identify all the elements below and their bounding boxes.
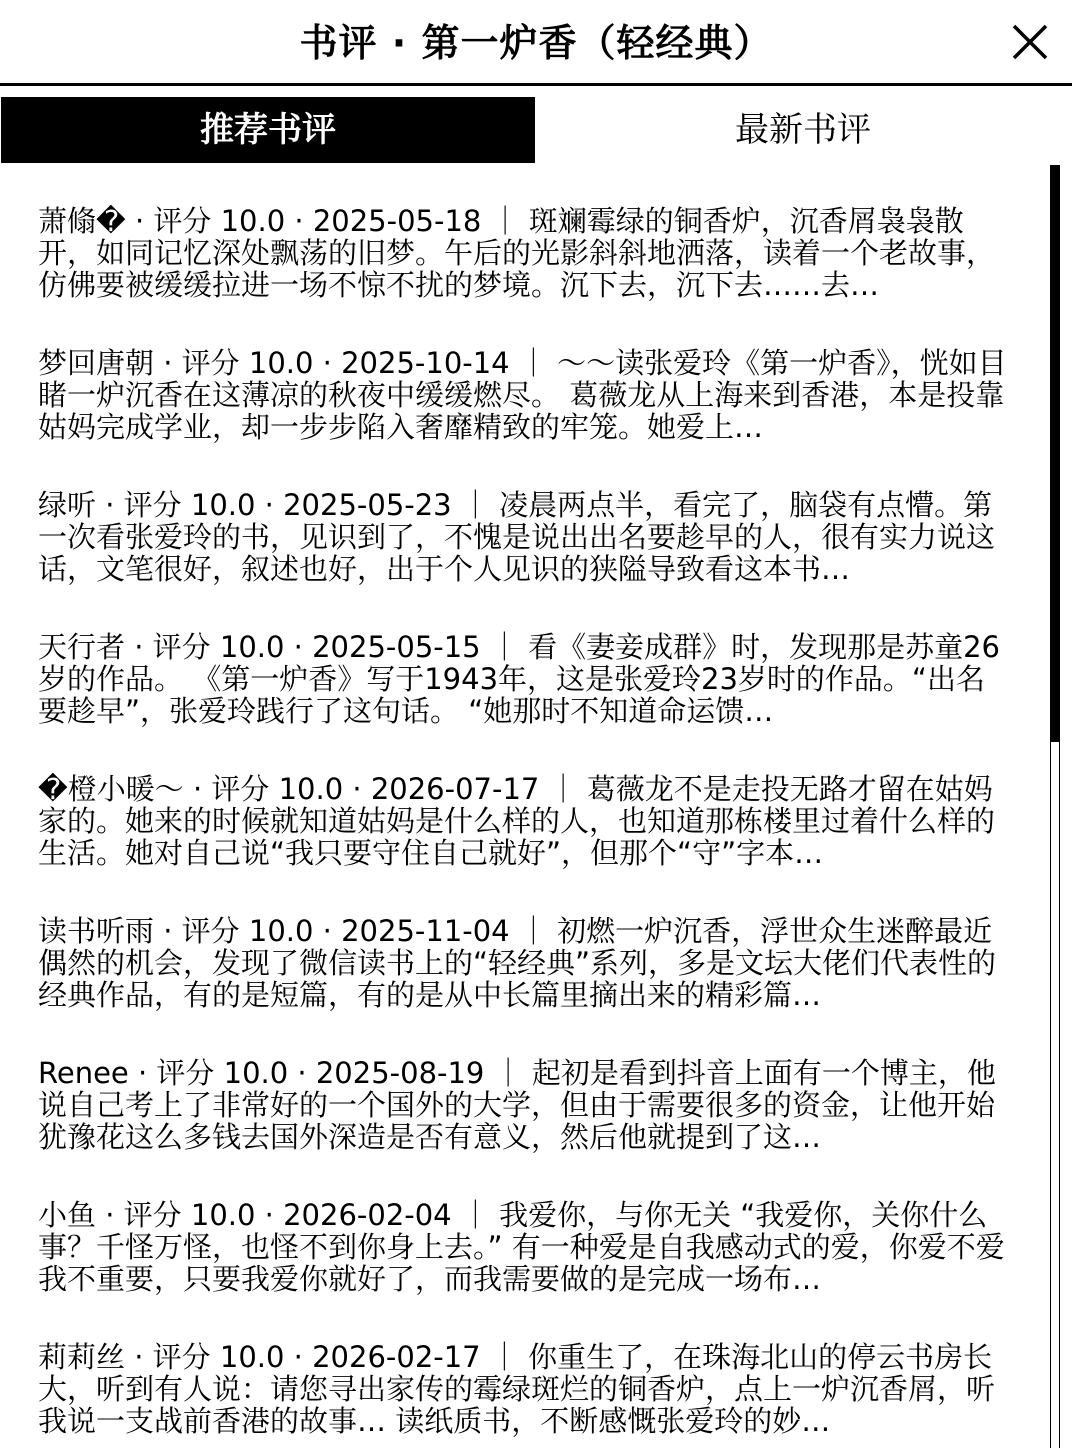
review-item[interactable]: 天行者 · 评分 10.0 · 2025-05-15 ｜ 看《妻妾成群》时，发现那是苏童26岁的作品。 《第一炉香》写于1943年，这是张爱玲23岁时的作品。“出名要趁早”，张爱玲践行了这句话。 “她那时不知道命运馈… [38, 631, 1000, 727]
review-list [0, 165, 1050, 1448]
review-tabs [0, 97, 1072, 165]
close-button[interactable] [1010, 22, 1050, 62]
review-item[interactable]: 读书听雨 · 评分 10.0 · 2025-11-04 ｜ 初燃一炉沉香，浮世众生迷醉最近偶然的机会，发现了微信读书上的“轻经典”系列，多是文坛大佬们代表性的经典作品，有的是短篇，有的是从中长篇里摘出来的精彩篇… [38, 915, 997, 1011]
close-icon [1010, 22, 1050, 62]
review-item[interactable]: �橙小暖～ · 评分 10.0 · 2026-07-17 ｜ 葛薇龙不是走投无路才留在姑妈家的。她来的时候就知道姑妈是什么样的人，也知道那栋楼里过着什么样的生活。她对自己说“我只要守住自己就好”，但那个“守”字本… [38, 773, 996, 869]
tab-recommended-reviews[interactable]: 推荐书评 [1, 97, 535, 163]
scrollbar[interactable] [1050, 165, 1060, 1448]
tab-latest-reviews[interactable]: 最新书评 [536, 97, 1070, 163]
review-item[interactable]: 小鱼 · 评分 10.0 · 2026-02-04 ｜ 我爱你，与你无关 “我爱你，关你什么事？千怪万怪，也怪不到你身上去。” 有一种爱是自我感动式的爱，你爱不爱我不重要，只要我爱你就好了，而我需要做的是完成一场布… [38, 1199, 1005, 1295]
scrollbar-thumb[interactable] [1051, 165, 1059, 742]
review-item[interactable]: 绿听 · 评分 10.0 · 2025-05-23 ｜ 凌晨两点半，看完了，脑袋有点懵。第一次看张爱玲的书，见识到了，不愧是说出出名要趁早的人，很有实力说这话，文笔很好，叙述也好，出于个人见识的狭隘导致看这本书… [38, 489, 996, 585]
review-item[interactable]: 梦回唐朝 · 评分 10.0 · 2025-10-14 ｜ ～～读张爱玲《第一炉香》，恍如目睹一炉沉香在这薄凉的秋夜中缓缓燃尽。 葛薇龙从上海来到香港，本是投靠姑妈完成学业，却一步步陷入奢靡精致的牢笼。她爱上… [38, 347, 1007, 443]
review-item[interactable]: 莉莉丝 · 评分 10.0 · 2026-02-17 ｜ 你重生了，在珠海北山的停云书房长大，听到有人说：请您寻出家传的霉绿斑烂的铜香炉，点上一炉沉香屑，听我说一支战前香港的故事… 读纸质书，不断感慨张爱玲的妙… [38, 1341, 996, 1437]
review-item[interactable]: 萧翛� · 评分 10.0 · 2025-05-18 ｜ 斑斓霉绿的铜香炉，沉香屑袅袅散开，如同记忆深处飘荡的旧梦。午后的光影斜斜地洒落，读着一个老故事，仿佛要被缓缓拉进一场不惊不扰的梦境。沉下去，沉下去……去… [38, 205, 996, 301]
header-bar [0, 0, 1072, 86]
page-title: 书评 · 第一炉香（轻经典） [299, 21, 773, 65]
review-item[interactable]: Renee · 评分 10.0 · 2025-08-19 ｜ 起初是看到抖音上面有一个博主，他说自己考上了非常好的一个国外的大学，但由于需要很多的￼资金，让他开始犹豫花这么多钱去国外深造是否有意义，然后他就提到了这… [38, 1057, 996, 1153]
